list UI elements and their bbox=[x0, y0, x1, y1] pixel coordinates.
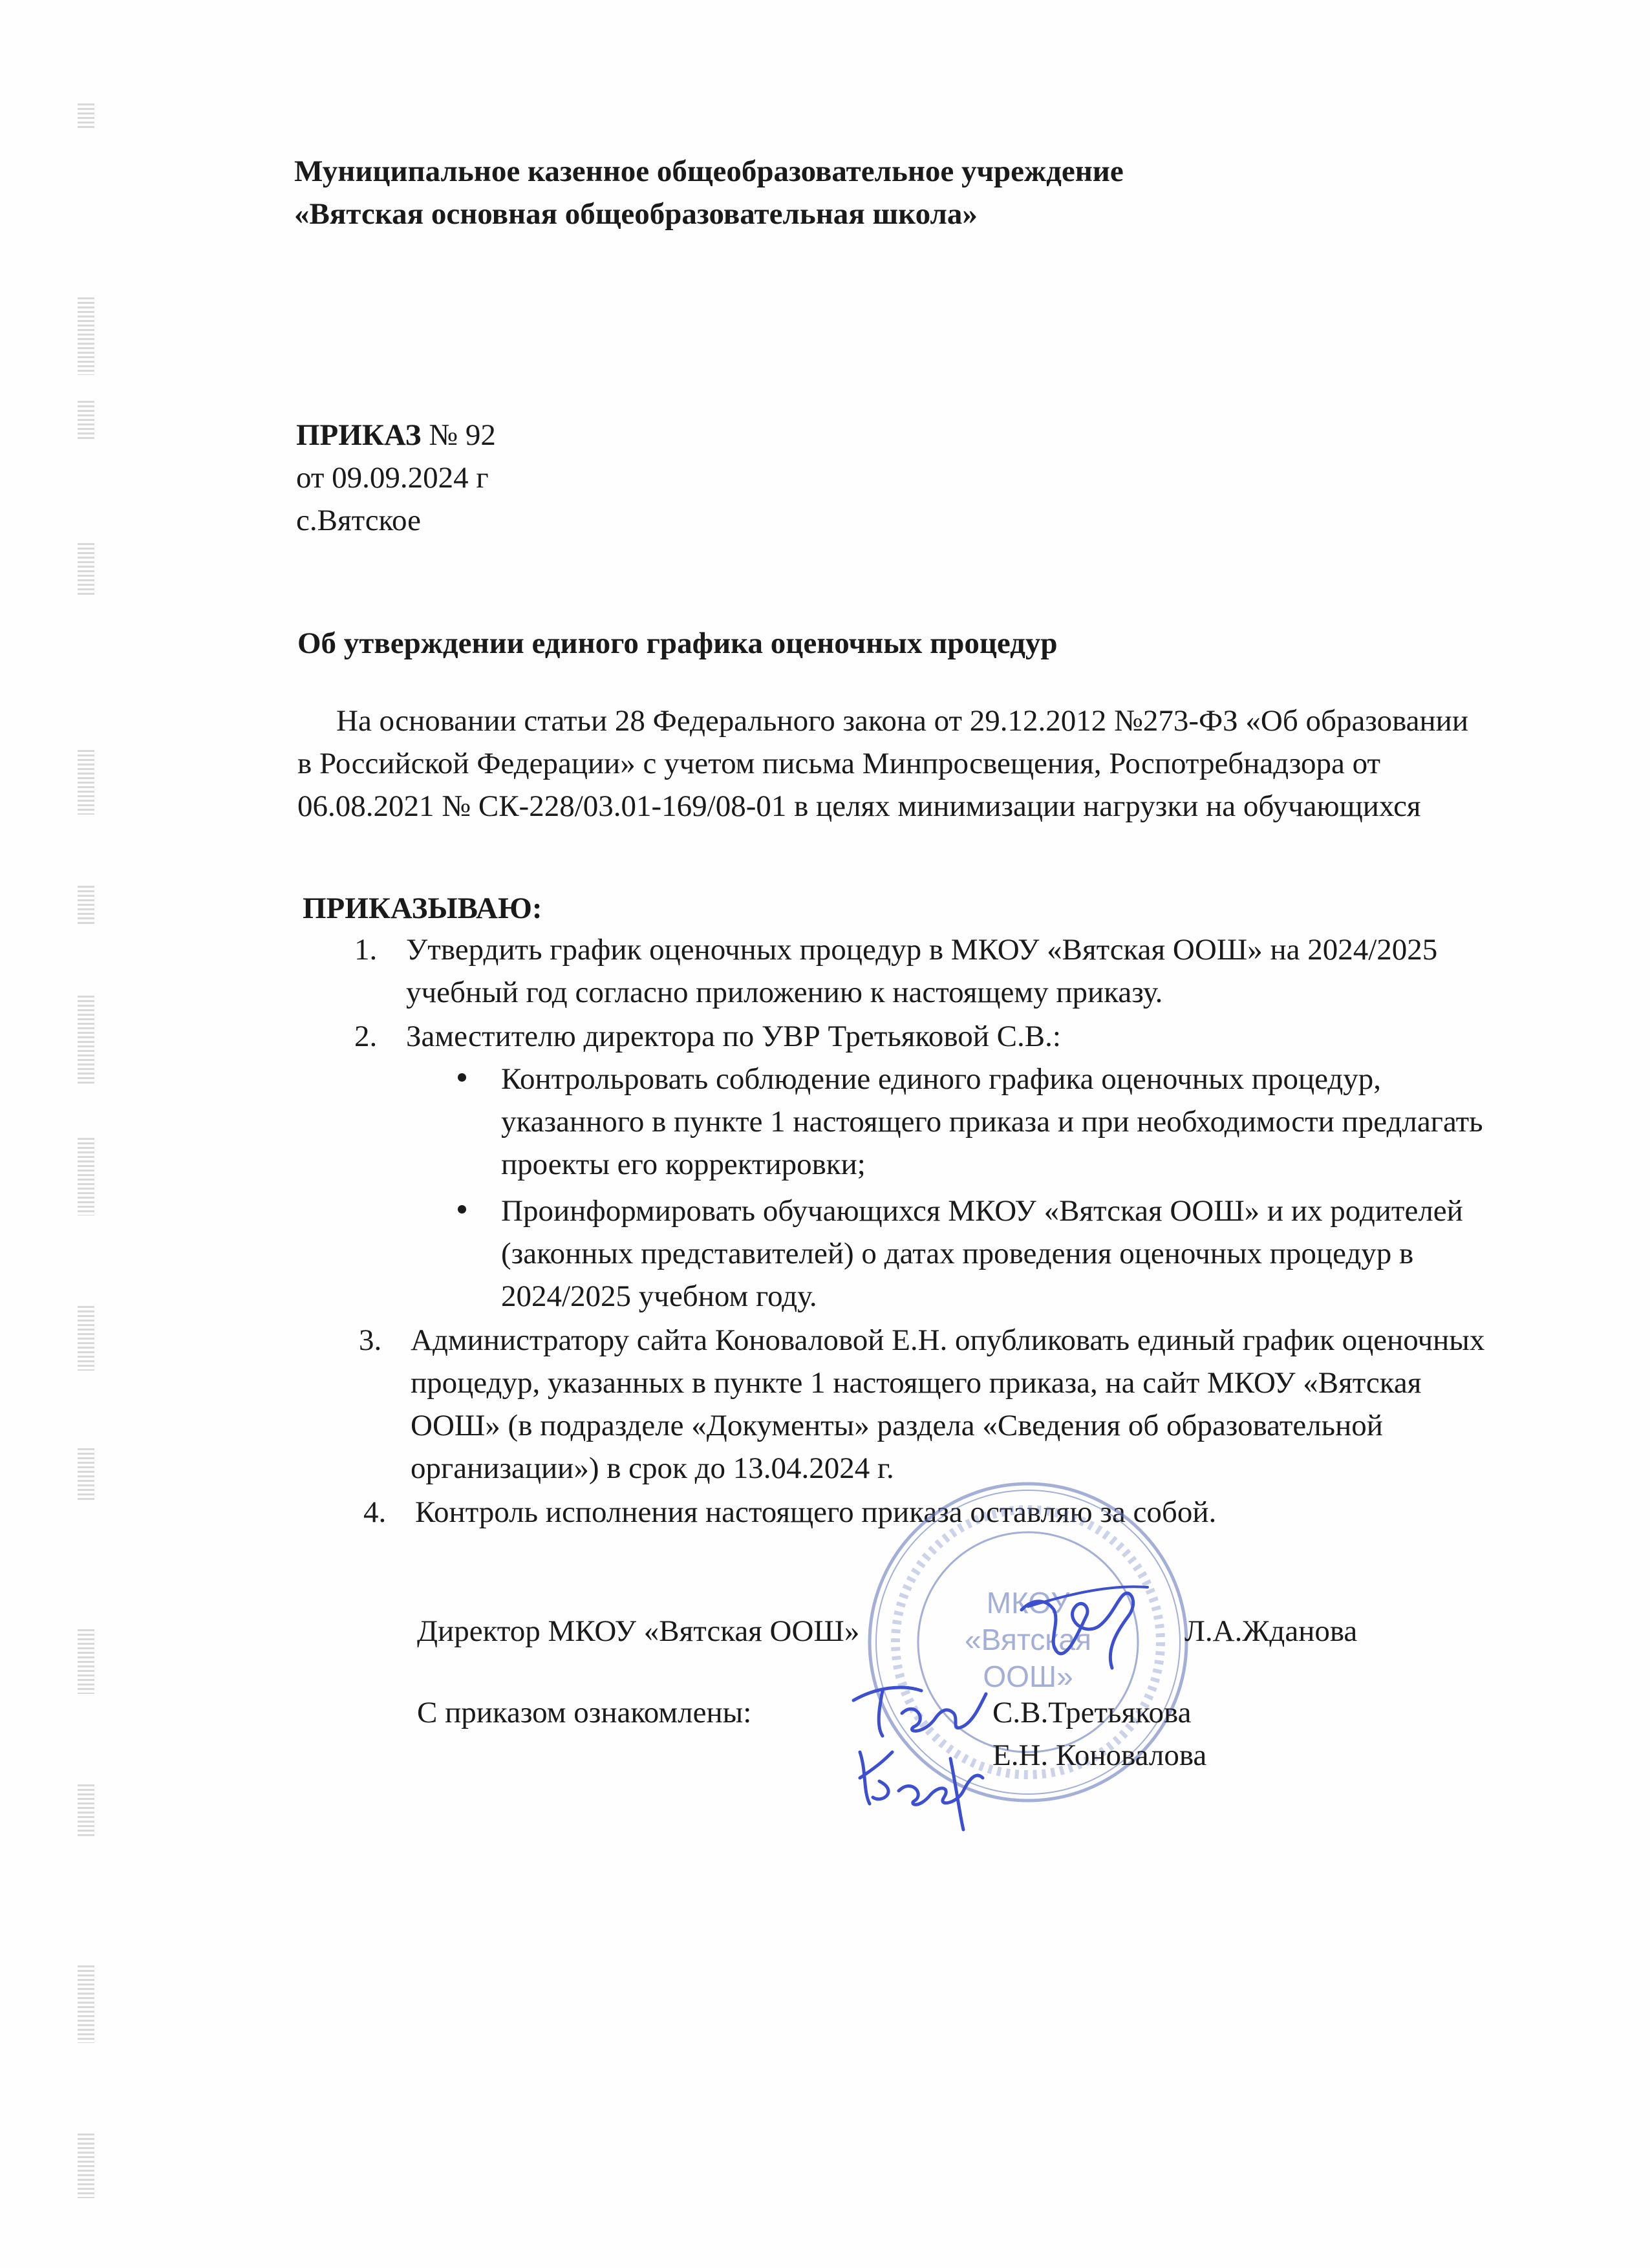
bullet-1-line-1: Контрольровать соблюдение единого графика оценочных процедур, bbox=[501, 1062, 1382, 1096]
item-2-line-1: Заместителю директора по УВР Третьяковой С.В.: bbox=[406, 1020, 1061, 1053]
item-1-line-2: учебный год согласно приложению к настоящему приказу. bbox=[406, 976, 1163, 1009]
item-3-line-2: процедур, указанных в пункте 1 настоящего приказа, на сайт МКОУ «Вятская bbox=[411, 1366, 1422, 1400]
header-line-2: «Вятская основная общеобразовательная школа» bbox=[294, 197, 978, 231]
order-title bbox=[296, 414, 496, 456]
order-place: с.Вятское bbox=[296, 504, 421, 537]
item-4-number: 4. bbox=[363, 1495, 387, 1529]
preamble-line-1: На основании статьи 28 Федерального закона от 29.12.2012 №273-ФЗ «Об образовании bbox=[336, 704, 1468, 738]
item-1-number: 1. bbox=[354, 933, 378, 967]
preamble-line-3: 06.08.2021 № СК-228/03.01-169/08-01 в целях минимизации нагрузки на обучающихся bbox=[297, 789, 1421, 823]
bullet-1-dot bbox=[458, 1073, 466, 1082]
item-2-number: 2. bbox=[354, 1020, 378, 1053]
acquainted-label: С приказом ознакомлены: bbox=[417, 1696, 752, 1729]
bullet-2-line-3: 2024/2025 учебном году. bbox=[501, 1279, 817, 1313]
bullet-1-line-3: проекты его корректировки; bbox=[501, 1148, 866, 1181]
order-subject: Об утверждении единого графика оценочных процедур bbox=[297, 626, 1058, 660]
acquainted-name-2: Е.Н. Коновалова bbox=[992, 1738, 1207, 1772]
item-3-line-1: Администратору сайта Коноваловой Е.Н. опубликовать единый график оценочных bbox=[411, 1323, 1485, 1357]
bullet-2-dot bbox=[458, 1205, 466, 1214]
stamp-center-line-2: «Вятская bbox=[965, 1623, 1091, 1656]
director-label: Директор МКОУ «Вятская ООШ» bbox=[417, 1614, 860, 1648]
bullet-2-line-2: (законных представителей) о датах проведения оценочных процедур в bbox=[501, 1237, 1414, 1270]
bullet-1-line-2: указанного в пункте 1 настоящего приказа и при необходимости предлагать bbox=[501, 1105, 1483, 1139]
director-name: Л.А.Жданова bbox=[1184, 1614, 1358, 1648]
order-date: от 09.09.2024 г bbox=[296, 461, 489, 495]
acquainted-name-1: С.В.Третьякова bbox=[992, 1696, 1192, 1729]
item-3-number: 3. bbox=[359, 1323, 382, 1357]
signature-konovalova-icon bbox=[847, 1733, 996, 1836]
item-3-line-4: организации») в срок до 13.04.2024 г. bbox=[411, 1451, 894, 1485]
scan-edge-marks bbox=[78, 91, 103, 2224]
bullet-2-line-1: Проинформировать обучающихся МКОУ «Вятская ООШ» и их родителей bbox=[501, 1194, 1463, 1228]
director-signature-icon bbox=[1009, 1571, 1157, 1681]
item-4-line-1: Контроль исполнения настоящего приказа оставляю за собой. bbox=[415, 1495, 1217, 1529]
item-3-line-3: ООШ» (в подразделе «Документы» раздела «Сведения об образовательной bbox=[411, 1409, 1383, 1442]
order-number: № 92 bbox=[429, 418, 496, 452]
stamp-center-line-1: МКОУ bbox=[986, 1586, 1070, 1620]
item-1-line-1: Утвердить график оценочных процедур в МКОУ «Вятская ООШ» на 2024/2025 bbox=[406, 933, 1438, 967]
decree-word: ПРИКАЗЫВАЮ: bbox=[303, 892, 542, 925]
order-title-word: ПРИКАЗ bbox=[296, 418, 422, 452]
stamp-center-line-3: ООШ» bbox=[983, 1660, 1073, 1693]
preamble-line-2: в Российской Федерации» с учетом письма Минпросвещения, Роспотребнадзора от bbox=[297, 747, 1381, 780]
header-line-1: Муниципальное казенное общеобразовательное учреждение bbox=[294, 155, 1124, 188]
